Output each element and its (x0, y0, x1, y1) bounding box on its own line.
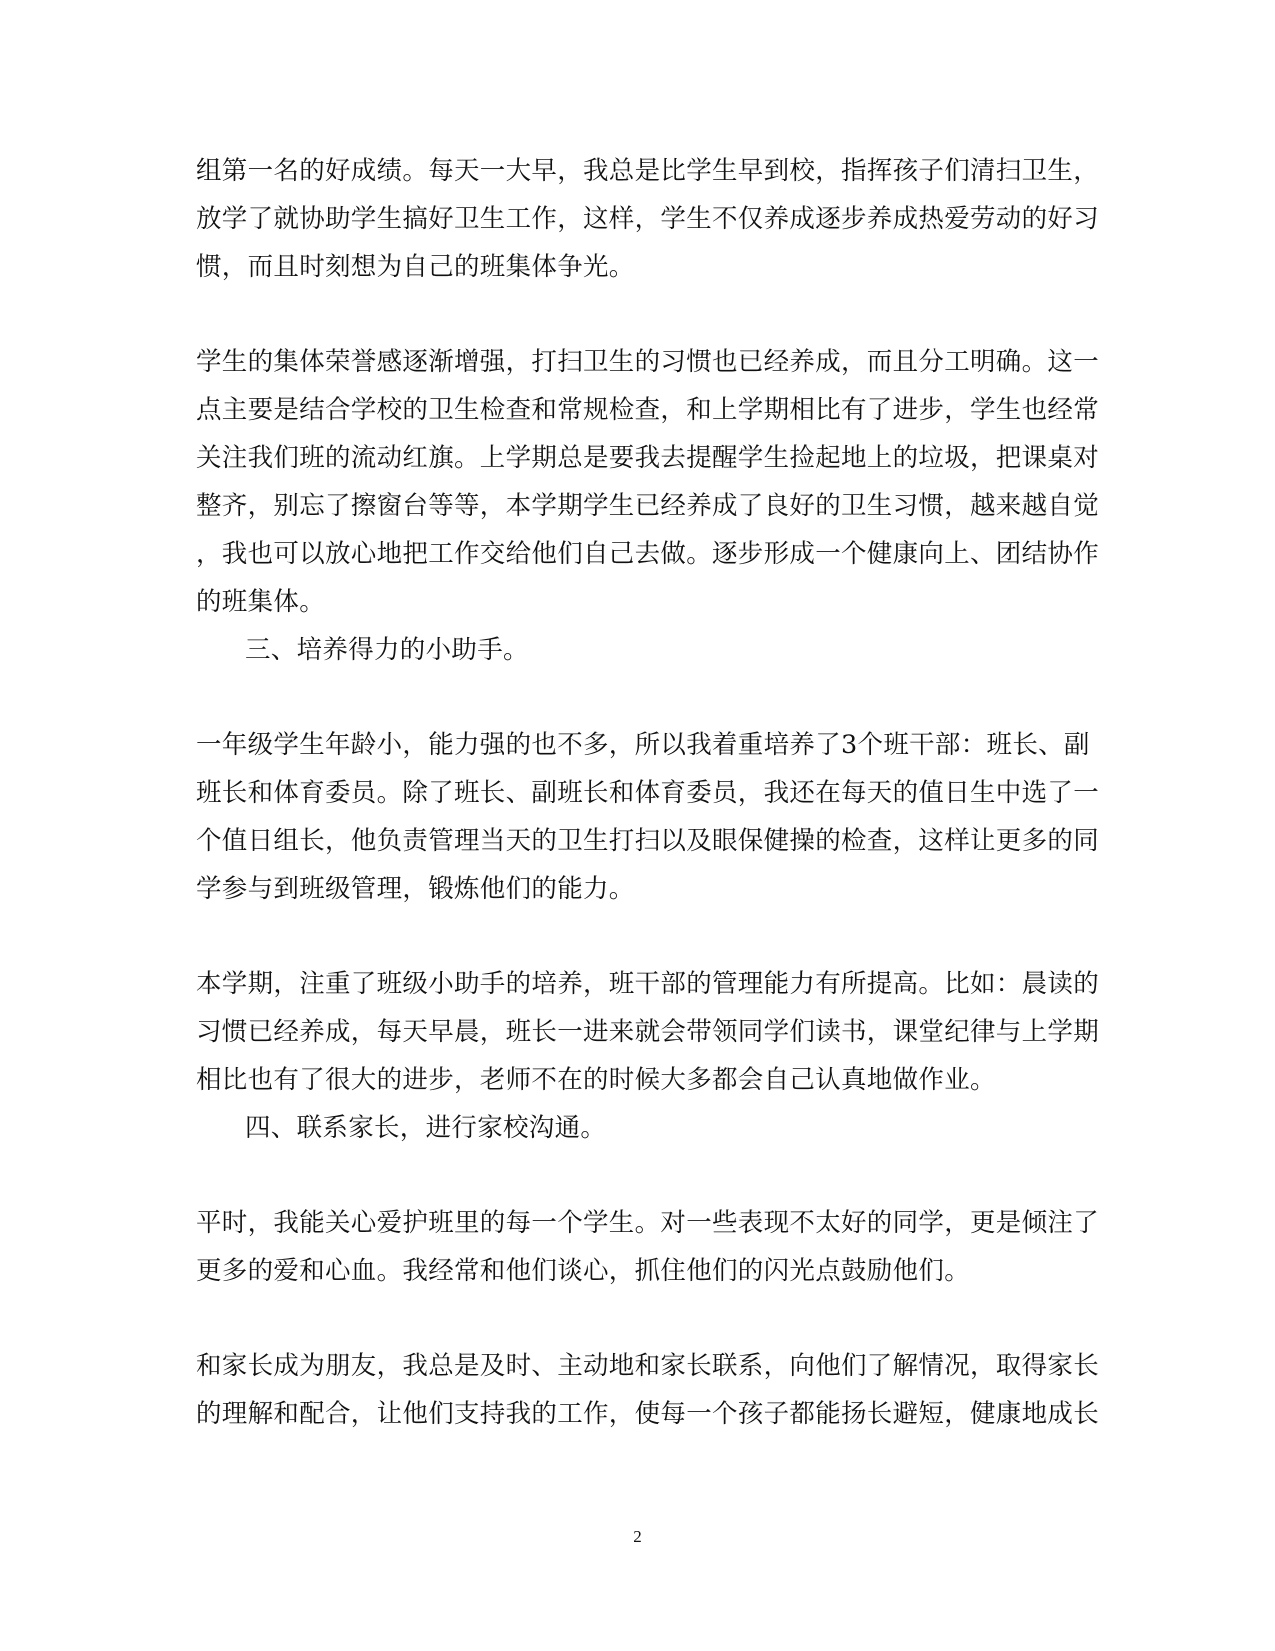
body-text-line: 班长和体育委员。除了班长、副班长和体育委员，我还在每天的值日生中选了一 (196, 778, 1100, 808)
body-text-line: 关注我们班的流动红旗。上学期总是要我去提醒学生捡起地上的垃圾，把课桌对 (196, 443, 1100, 473)
body-text-line: 点主要是结合学校的卫生检查和常规检查，和上学期相比有了进步，学生也经常 (196, 395, 1100, 425)
body-text-line: 学参与到班级管理，锻炼他们的能力。 (196, 874, 635, 904)
body-text-line: 和家长成为朋友，我总是及时、主动地和家长联系，向他们了解情况，取得家长 (196, 1351, 1100, 1381)
body-text-line: 更多的爱和心血。我经常和他们谈心，抓住他们的闪光点鼓励他们。 (196, 1256, 971, 1286)
body-text-line: 习惯已经养成，每天早晨，班长一进来就会带领同学们读书，课堂纪律与上学期 (196, 1017, 1100, 1047)
body-text-line: 组第一名的好成绩。每天一大早，我总是比学生早到校，指挥孩子们清扫卫生， (196, 156, 1100, 186)
body-text-line: 学生的集体荣誉感逐渐增强，打扫卫生的习惯也已经养成，而且分工明确。这一 (196, 347, 1100, 377)
section-heading: 三、培养得力的小助手。 (245, 635, 529, 665)
body-text-line: 的班集体。 (196, 587, 326, 617)
body-text-line: 惯，而且时刻想为自己的班集体争光。 (196, 252, 635, 282)
body-text-line: 一年级学生年龄小，能力强的也不多，所以我着重培养了3个班干部：班长、副 (196, 730, 1090, 760)
section-heading: 四、联系家长，进行家校沟通。 (245, 1113, 607, 1143)
body-text-line: 相比也有了很大的进步，老师不在的时候大多都会自己认真地做作业。 (196, 1065, 996, 1095)
body-text-line: ，我也可以放心地把工作交给他们自己去做。逐步形成一个健康向上、团结协作 (196, 539, 1100, 569)
body-text-line: 个值日组长，他负责管理当天的卫生打扫以及眼保健操的检查，这样让更多的同 (196, 826, 1100, 856)
body-text-line: 整齐，别忘了擦窗台等等，本学期学生已经养成了良好的卫生习惯，越来越自觉 (196, 491, 1100, 521)
body-text-line: 本学期，注重了班级小助手的培养，班干部的管理能力有所提高。比如：晨读的 (196, 969, 1100, 999)
body-text-line: 平时，我能关心爱护班里的每一个学生。对一些表现不太好的同学，更是倾注了 (196, 1208, 1100, 1238)
page-number: 2 (633, 1527, 642, 1546)
body-text-line: 放学了就协助学生搞好卫生工作，这样，学生不仅养成逐步养成热爱劳动的好习 (196, 204, 1100, 234)
body-text-line: 的理解和配合，让他们支持我的工作，使每一个孩子都能扬长避短，健康地成长 (196, 1399, 1100, 1429)
